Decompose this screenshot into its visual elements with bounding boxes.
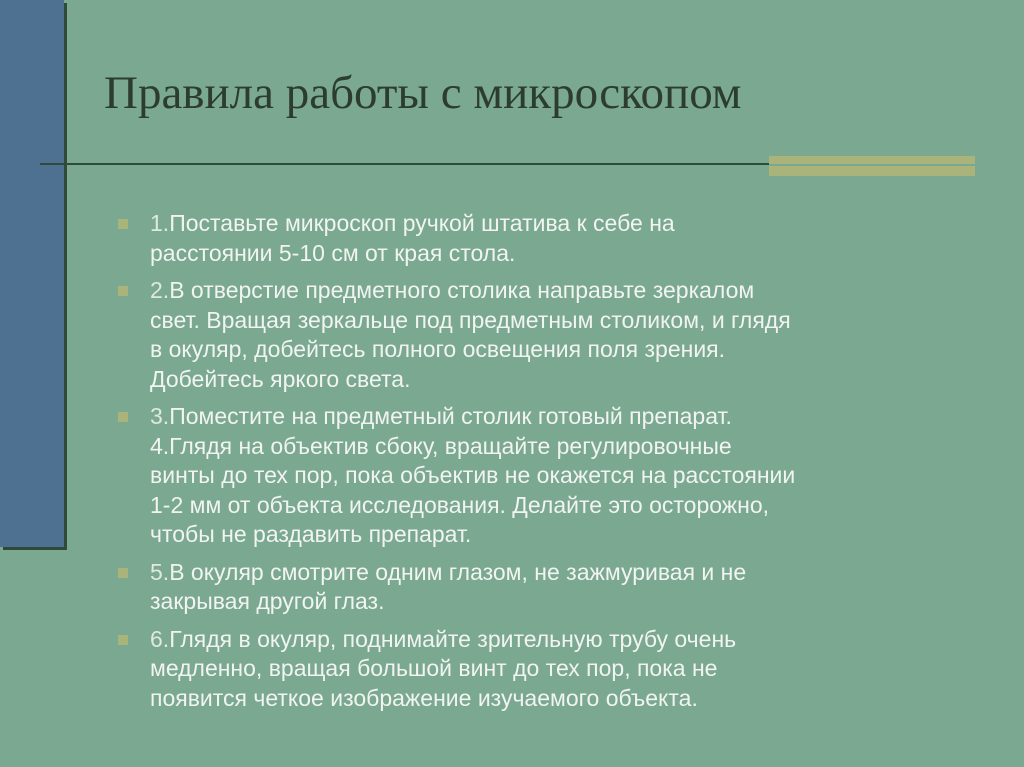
bullet-item-1 (118, 209, 978, 268)
bullet-line: свет. Вращая зеркальце под предметным столиком, и глядя (150, 306, 791, 333)
bullet-line (150, 402, 978, 432)
bullet-text: Поместите на предметный столик готовый препарат. (169, 403, 732, 429)
bullet-line: Добейтесь яркого света. (150, 365, 411, 392)
bullet-item-6 (118, 625, 978, 714)
bullet-line (150, 625, 978, 655)
bullet-line (150, 276, 978, 306)
bullet-line: в окуляр, добейтесь полного освещения поля зрения. (150, 336, 726, 362)
bullet-line (150, 558, 978, 588)
side-accent-bar (0, 0, 64, 547)
bullet-number: 3. (150, 403, 170, 429)
bullet-line: закрывая другой глаз. (150, 588, 385, 614)
bullet-text: В отверстие предметного столика направьте зеркалом (169, 277, 755, 303)
bullet-number: 5. (150, 558, 170, 585)
bullet-line: чтобы не раздавить препарат. (150, 521, 472, 547)
bullet-number: 2. (150, 277, 170, 303)
square-bullet-icon (118, 286, 128, 296)
square-bullet-icon (118, 219, 128, 229)
bullet-line: расстоянии 5-10 см от края стола. (150, 239, 516, 266)
bullet-line: винты до тех пор, пока объектив не окажется на расстоянии (150, 462, 796, 488)
bullet-line: 1-2 мм от объекта исследования. Делайте это осторожно, (150, 491, 770, 518)
bullet-text: Поставьте микроскоп ручкой штатива к себе на (169, 210, 675, 236)
square-bullet-icon (118, 412, 128, 422)
bullet-text: В окуляр смотрите одним глазом, не зажмуривая и не (169, 558, 747, 585)
bullet-number: 1. (150, 210, 170, 236)
bullet-line: появится четкое изображение изучаемого объекта. (150, 684, 698, 711)
bullet-line: 4.Глядя на объектив сбоку, вращайте регулировочные (150, 432, 732, 459)
bullet-list (118, 209, 978, 721)
square-bullet-icon (118, 635, 128, 645)
bullet-line (150, 209, 978, 239)
bullet-text: Глядя в окуляр, поднимайте зрительную трубу очень (169, 625, 737, 652)
bullet-item-5 (118, 558, 978, 617)
title-accent-bar (769, 156, 975, 176)
bullet-line: медленно, вращая большой винт до тех пор, пока не (150, 655, 718, 681)
square-bullet-icon (118, 568, 128, 578)
slide-title: Правила работы с микроскопом (104, 67, 742, 119)
bullet-item-3 (118, 402, 978, 550)
bullet-number: 6. (150, 625, 170, 652)
bullet-item-2 (118, 276, 978, 394)
